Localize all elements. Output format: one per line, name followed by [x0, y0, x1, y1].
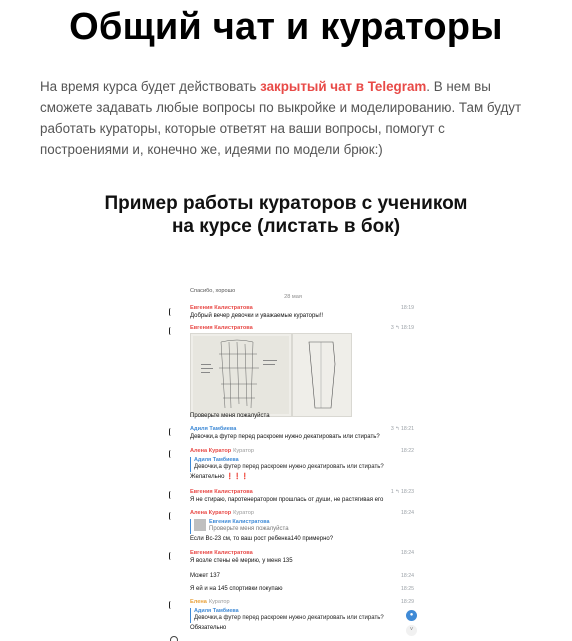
message-sender	[190, 510, 254, 516]
chat-screenshot[interactable]	[166, 288, 420, 641]
message-text: Может 137	[190, 573, 220, 579]
message-time: 18:24	[401, 573, 414, 579]
scroll-to-mention-button[interactable]: ●	[406, 610, 417, 621]
message-marker	[169, 327, 173, 335]
chat-message	[190, 599, 414, 632]
intro-text-start: На время курса будет действовать	[40, 79, 261, 94]
reply-quote[interactable]	[190, 457, 414, 472]
message-time: 18:22	[401, 448, 414, 454]
chat-date-separator: 28 мая	[284, 294, 302, 300]
reply-author: Евгения Калистратова	[209, 518, 270, 525]
reply-quote[interactable]	[190, 519, 414, 534]
subtitle-line-2: на курсе (листать в бок)	[171, 216, 401, 237]
pattern-drawing-icon	[191, 334, 291, 416]
message-sender: Евгения Калистратова	[190, 305, 253, 311]
message-sender: Евгения Калистратова	[190, 550, 253, 556]
reply-quote[interactable]	[190, 608, 414, 623]
sender-name: Алена Куратор	[190, 448, 232, 454]
pattern-photo-2[interactable]	[292, 333, 352, 417]
sender-name: Алена Куратор	[190, 510, 232, 516]
chat-top-text: Спасибо, хорошо	[190, 288, 236, 294]
message-time-value: 18:23	[401, 489, 414, 495]
chat-message	[190, 413, 414, 421]
message-marker	[169, 308, 173, 316]
sender-role: Куратор	[208, 599, 230, 605]
reply-author: Адиля Тамбиева	[194, 456, 239, 463]
message-time: 3 ↰ 18:21	[390, 426, 414, 432]
message-text: Если Вс-23 см, то ваш рост ребенка140 примерно?	[190, 535, 334, 542]
message-text: Я возле стены её мерию, у меня 135	[190, 557, 293, 564]
reply-text: Девочки,а футер перед раскроем нужно декатировать или стирать?	[194, 464, 384, 470]
message-marker	[169, 512, 173, 520]
chat-message	[190, 448, 414, 481]
message-time: 18:29	[401, 599, 414, 605]
sender-name: Елена	[190, 599, 207, 605]
message-time: 18:24	[401, 550, 414, 556]
message-marker	[169, 491, 173, 499]
message-text: Добрый вечер девочки и уважаемые кураторы!!	[190, 312, 324, 319]
reply-text: Проверьте меня пожалуйста	[209, 526, 289, 532]
message-time: 1 ↰ 18:23	[390, 489, 414, 495]
reply-thumbnail-icon	[194, 519, 206, 531]
message-text: Девочки,а футер перед раскроем нужно декатировать или стирать?	[190, 433, 380, 440]
message-text: Проверьте меня пожалуйста	[190, 413, 270, 419]
message-sender	[190, 448, 254, 454]
message-sender: Евгения Калистратова	[190, 489, 253, 495]
sender-role: Куратор	[233, 448, 254, 454]
message-time: 18:25	[401, 586, 414, 592]
message-time: 3 ↰ 18:19	[390, 325, 414, 331]
chat-message	[190, 325, 414, 333]
message-marker	[169, 601, 173, 609]
message-text: Обязательно	[190, 624, 227, 631]
chat-message	[190, 489, 414, 504]
chat-message	[190, 426, 414, 441]
sender-role: Куратор	[233, 510, 254, 516]
message-sender: Евгения Калистратова	[190, 325, 253, 331]
intro-paragraph	[40, 76, 536, 160]
message-time-value: 18:21	[401, 426, 414, 432]
message-text: Я не стираю, паротенератором прошлась от души, не растягивая его	[190, 496, 384, 503]
message-sender: Адиля Тамбиева	[190, 426, 237, 432]
pattern-photo-1[interactable]	[190, 333, 292, 417]
message-time: 18:19	[401, 305, 414, 311]
pattern-piece-icon	[293, 334, 351, 416]
reply-text: Девочки,а футер перед раскроем нужно декатировать или стирать?	[194, 615, 384, 621]
message-marker	[169, 552, 173, 560]
reply-author: Адиля Тамбиева	[194, 607, 239, 614]
message-time: 18:24	[401, 510, 414, 516]
chat-message	[190, 550, 414, 565]
subtitle-line-1: Пример работы кураторов с учеником	[104, 193, 468, 214]
chat-message	[190, 305, 414, 320]
message-time-value: 18:19	[401, 325, 414, 331]
telegram-chat-link[interactable]: закрытый чат в Telegram	[260, 79, 427, 94]
message-sender	[190, 599, 230, 605]
message-marker	[169, 428, 173, 436]
chat-message	[190, 586, 414, 594]
message-text: Я ей и на 145 спортивки покупаю	[190, 586, 283, 592]
message-text: Желательно ❗❗❗	[190, 473, 249, 480]
avatar	[170, 636, 178, 641]
scroll-down-button[interactable]: ˅	[406, 625, 417, 636]
intro-text-end: . В нем вы сможете задавать любые вопросы по выкройке и моделированию. Там будут работать кураторы, которые ответят на ваши вопросы, помогут с построениями и, конечно же, идеями по модели брюк:)	[40, 79, 522, 157]
message-marker	[169, 450, 173, 458]
page-title: Общий чат и кураторы	[69, 6, 503, 48]
chat-message	[190, 510, 414, 543]
section-subtitle	[0, 192, 572, 238]
chat-message	[190, 573, 414, 581]
photo-album[interactable]	[190, 333, 350, 415]
